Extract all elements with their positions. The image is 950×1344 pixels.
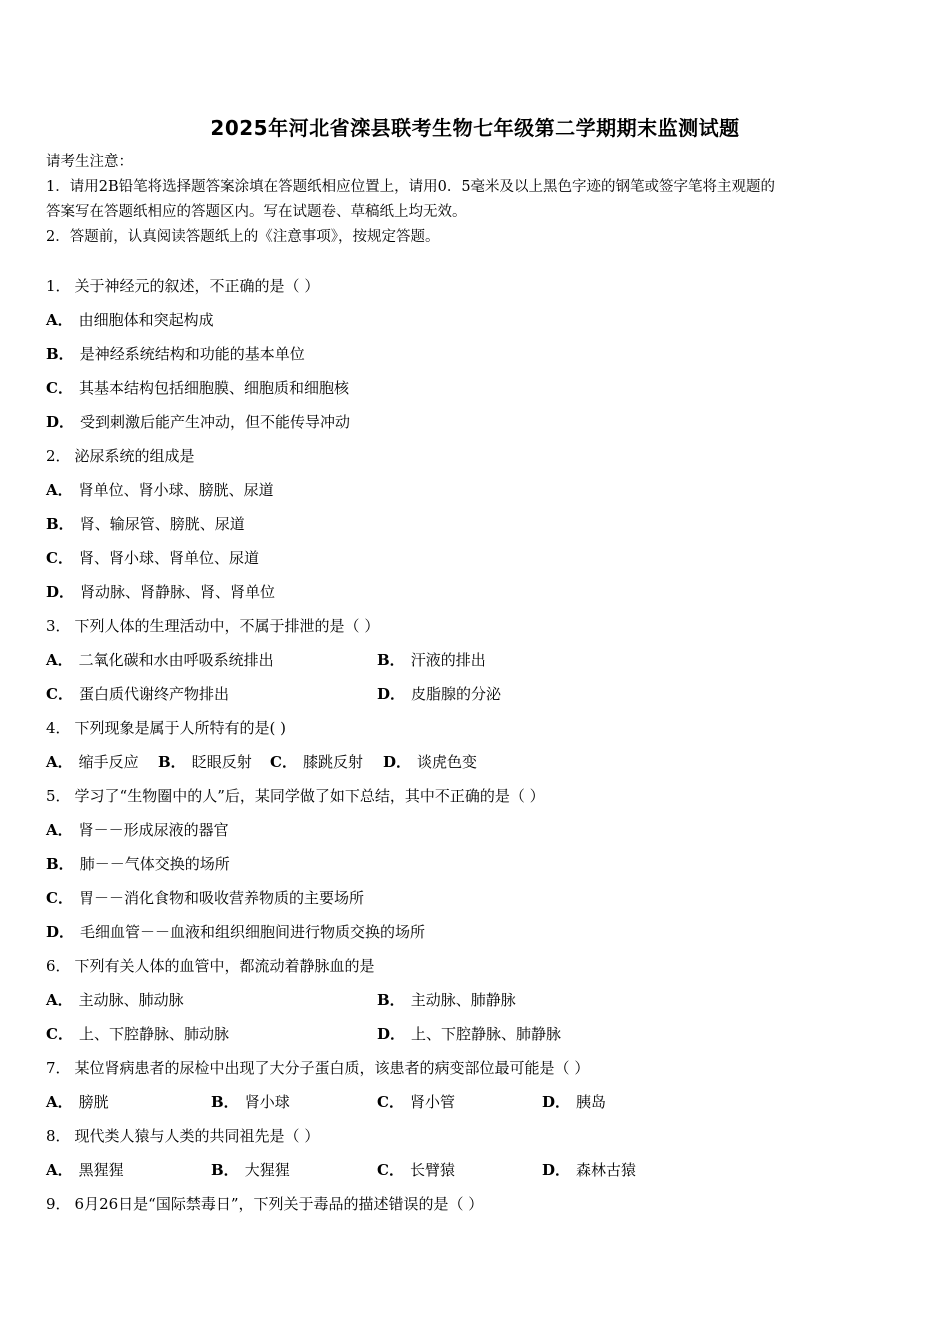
question-5: 5． 学习了“生物圈中的人”后，某同学做了如下总结，其中不正确的是（ ） (46, 787, 545, 805)
question-1: 1． 关于神经元的叙述，不正确的是（ ） (46, 277, 320, 295)
q3-option-c: C． 蛋白质代谢终产物排出 (46, 685, 229, 703)
q5-option-a: A． 肾－－形成尿液的器官 (46, 821, 229, 839)
question-6: 6． 下列有关人体的血管中，都流动着静脉血的是 (46, 957, 375, 975)
q4-option-d: D． 谈虎色变 (383, 753, 478, 771)
q5-option-d: D． 毛细血管－－血液和组织细胞间进行物质交换的场所 (46, 923, 426, 941)
question-stem: 泌尿系统的组成是 (74, 447, 195, 465)
question-4: 4． 下列现象是属于人所特有的是( ) (46, 719, 287, 737)
q1-option-c: C． 其基本结构包括细胞膜、细胞质和细胞核 (46, 379, 349, 397)
q5-option-c: C． 胃－－消化食物和吸收营养物质的主要场所 (46, 889, 364, 907)
q2-option-a: A． 肾单位、肾小球、膀胱、尿道 (46, 481, 274, 499)
q2-option-b: B． 肾、输尿管、膀胱、尿道 (46, 515, 245, 533)
q1-option-b: B． 是神经系统结构和功能的基本单位 (46, 345, 305, 363)
q2-option-c: C． 肾、肾小球、肾单位、尿道 (46, 549, 259, 567)
question-stem: 6月26日是“国际禁毒日”，下列关于毒品的描述错误的是（ ） (74, 1195, 484, 1213)
question-stem: 下列人体的生理活动中，不属于排泄的是（ ） (74, 617, 380, 635)
q1-option-a: A． 由细胞体和突起构成 (46, 311, 214, 329)
q6-option-a: A． 主动脉、肺动脉 (46, 991, 184, 1009)
q6-option-d: D． 上、下腔静脉、肺静脉 (377, 1025, 562, 1043)
q6-option-c: C． 上、下腔静脉、肺动脉 (46, 1025, 229, 1043)
q3-option-a: A． 二氧化碳和水由呼吸系统排出 (46, 651, 274, 669)
q8-option-b: B． 大猩猩 (211, 1161, 290, 1179)
notice-item-1a: 1．请用2B铅笔将选择题答案涂填在答题纸相应位置上，请用0．5毫米及以上黑色字迹的钢笔或签字笔将主观题的 (46, 179, 776, 195)
question-3: 3． 下列人体的生理活动中，不属于排泄的是（ ） (46, 617, 380, 635)
q8-option-c: C． 长臂猿 (377, 1161, 455, 1179)
exam-title: 2025年河北省滦县联考生物七年级第二学期期末监测试题 (210, 116, 740, 140)
q7-option-a: A． 膀胱 (46, 1093, 109, 1111)
question-stem: 现代类人猿与人类的共同祖先是（ ） (74, 1127, 320, 1145)
q7-option-c: C． 肾小管 (377, 1093, 455, 1111)
q1-option-d: D． 受到刺激后能产生冲动，但不能传导冲动 (46, 413, 351, 431)
q8-option-a: A． 黑猩猩 (46, 1161, 124, 1179)
q2-option-d: D． 肾动脉、肾静脉、肾、肾单位 (46, 583, 276, 601)
question-stem: 某位肾病患者的尿检中出现了大分子蛋白质，该患者的病变部位最可能是（ ） (74, 1059, 590, 1077)
notice-item-2: 2．答题前，认真阅读答题纸上的《注意事项》，按规定答题。 (46, 229, 440, 245)
question-stem: 学习了“生物圈中的人”后，某同学做了如下总结，其中不正确的是（ ） (74, 787, 545, 805)
q7-option-b: B． 肾小球 (211, 1093, 290, 1111)
question-stem: 下列现象是属于人所特有的是( ) (74, 719, 287, 737)
q4-option-c: C． 膝跳反射 (270, 753, 363, 771)
q3-option-d: D． 皮脂腺的分泌 (377, 685, 502, 703)
question-7: 7． 某位肾病患者的尿检中出现了大分子蛋白质，该患者的病变部位最可能是（ ） (46, 1059, 590, 1077)
q7-option-d: D． 胰岛 (542, 1093, 607, 1111)
question-8: 8． 现代类人猿与人类的共同祖先是（ ） (46, 1127, 320, 1145)
q5-option-b: B． 肺－－气体交换的场所 (46, 855, 230, 873)
notice-item-1b: 答案写在答题纸相应的答题区内。写在试题卷、草稿纸上均无效。 (46, 204, 467, 220)
notice-heading: 请考生注意： (46, 154, 133, 170)
q3-option-b: B． 汗液的排出 (377, 651, 486, 669)
q4-option-b: B． 眨眼反射 (158, 753, 252, 771)
question-9: 9． 6月26日是“国际禁毒日”，下列关于毒品的描述错误的是（ ） (46, 1195, 484, 1213)
q6-option-b: B． 主动脉、肺静脉 (377, 991, 516, 1009)
q8-option-d: D． 森林古猿 (542, 1161, 637, 1179)
question-stem: 下列有关人体的血管中，都流动着静脉血的是 (74, 957, 375, 975)
question-stem: 关于神经元的叙述，不正确的是（ ） (74, 277, 320, 295)
question-2: 2． 泌尿系统的组成是 (46, 447, 195, 465)
q4-option-a: A． 缩手反应 (46, 753, 139, 771)
